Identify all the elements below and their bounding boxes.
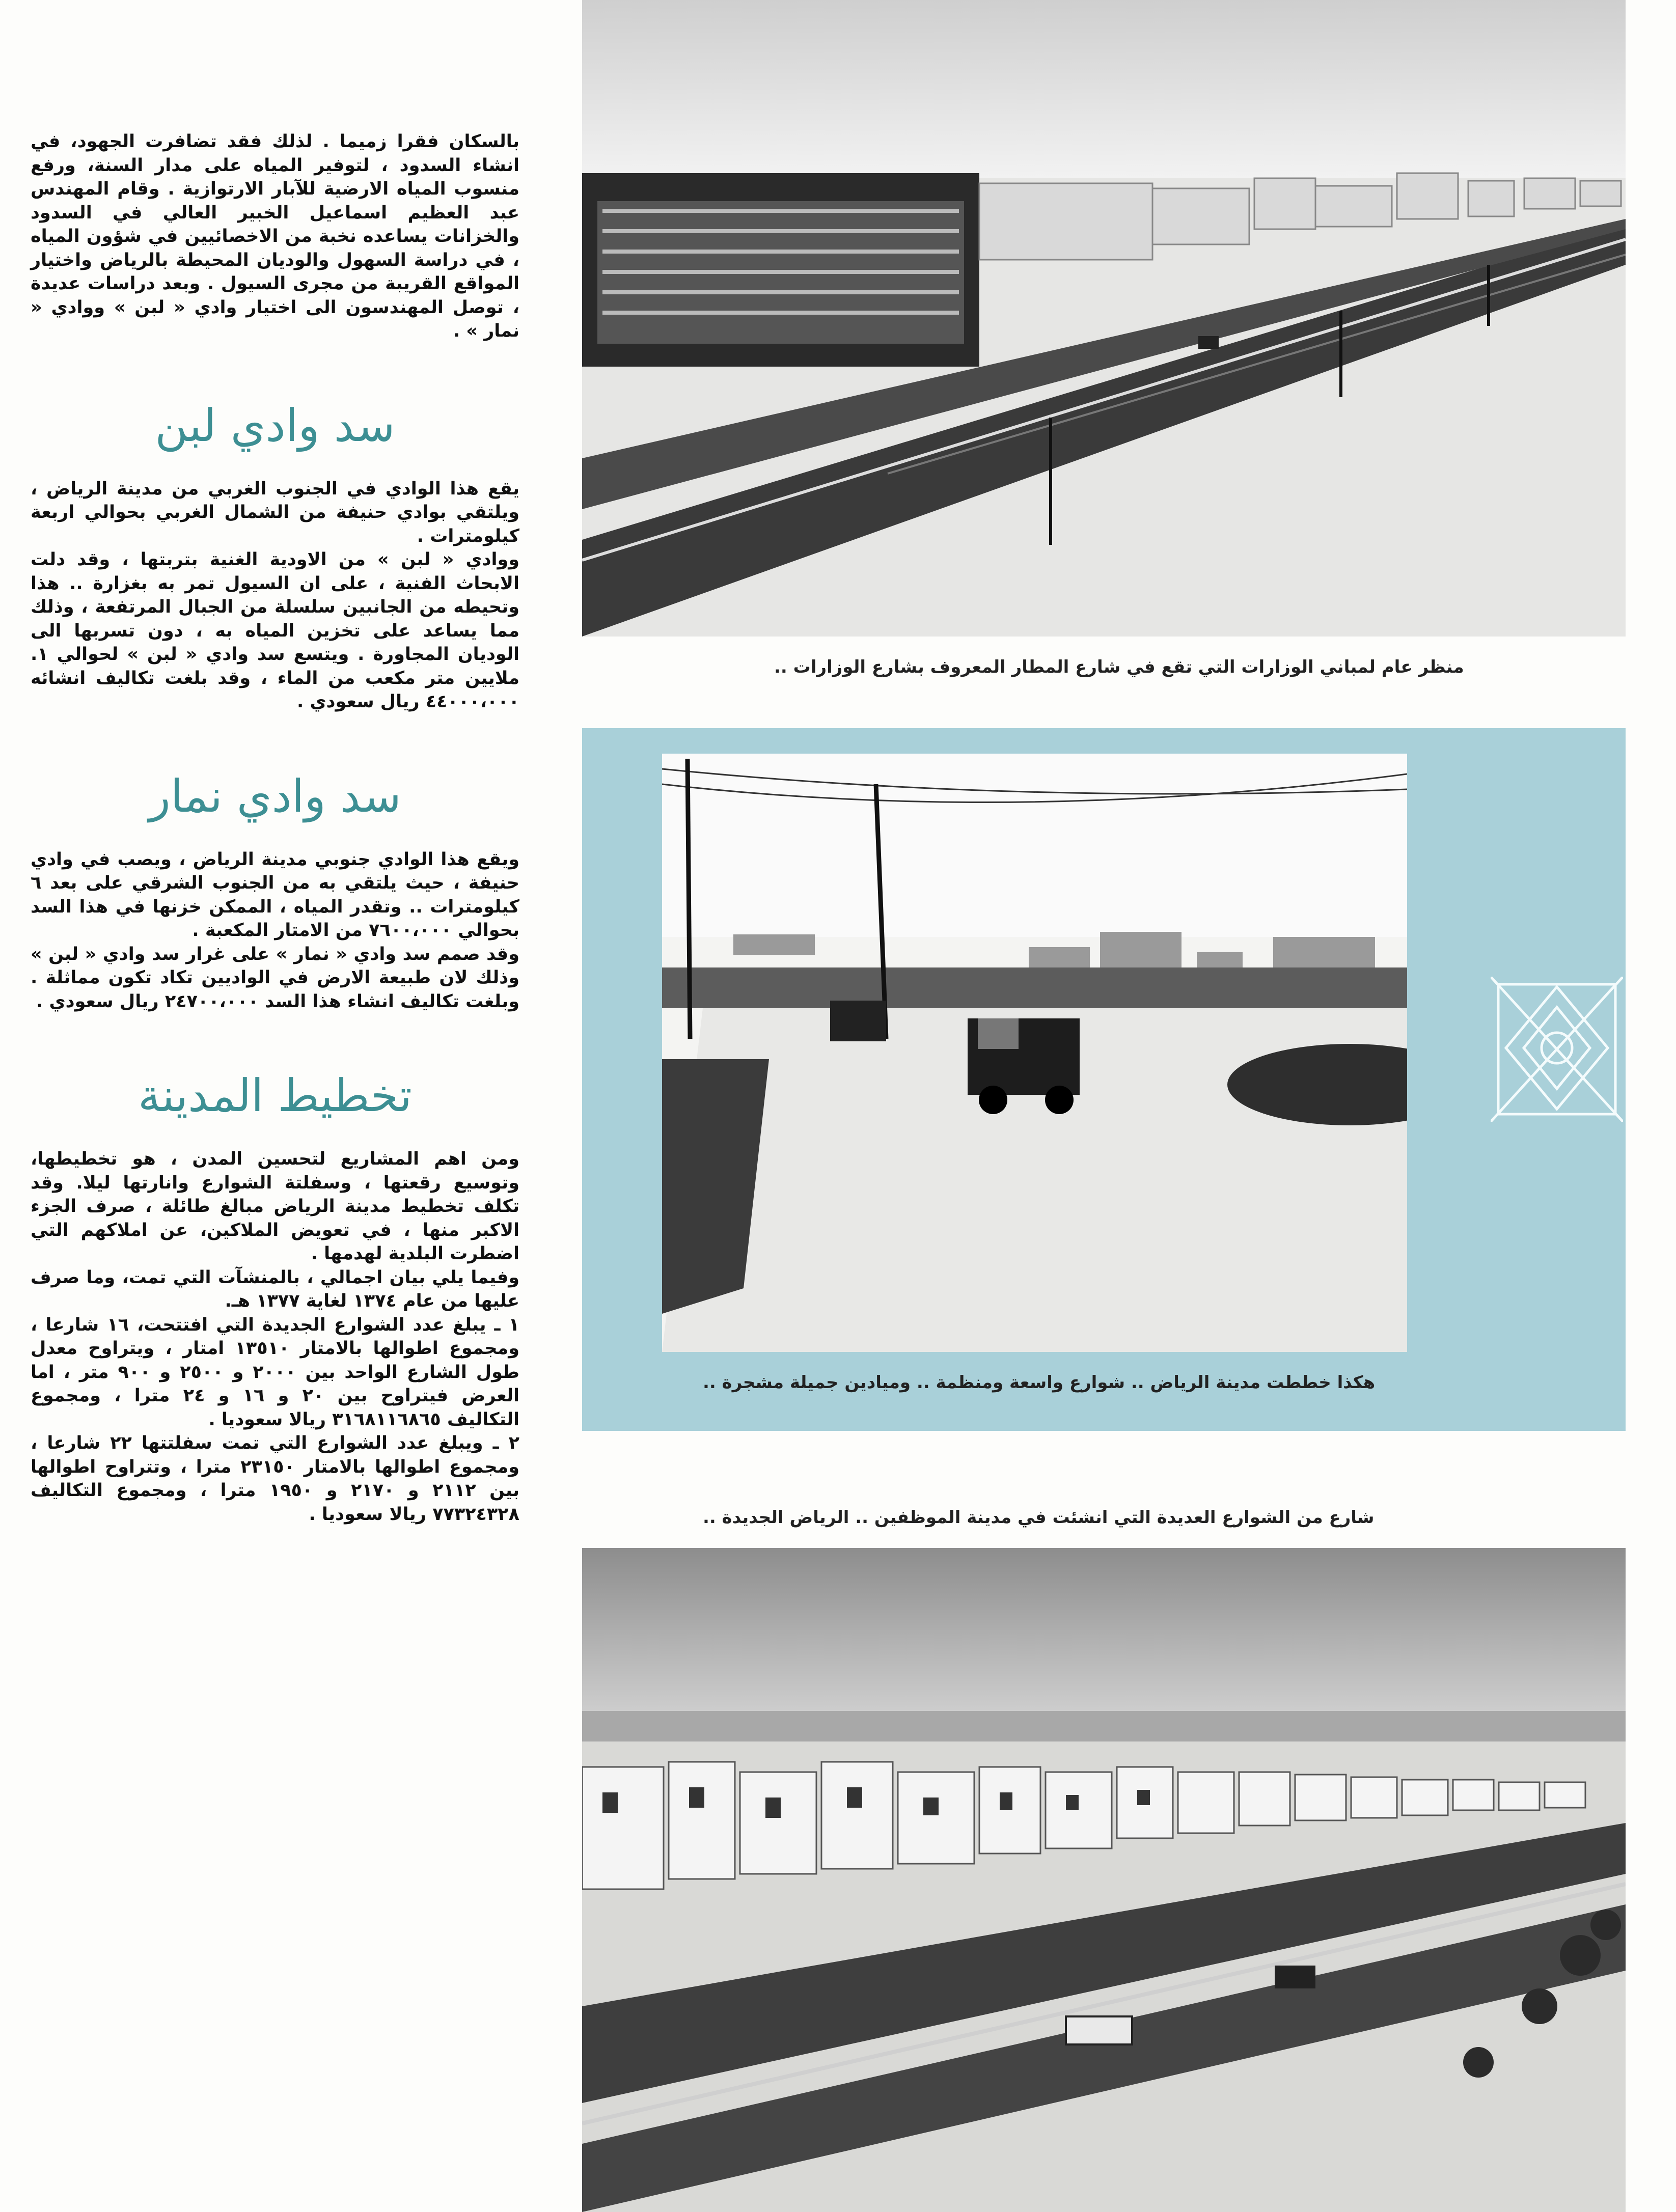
section-paragraph: يقع هذا الوادي في الجنوب الغربي من مدينة الرياض ، ويلتقي بوادي حنيفة من الشمال الغربي بحوالي اربعة كيلومترات . <box>31 478 519 546</box>
caption-top-photo: منظر عام لمباني الوزارات التي تقع في شارع المطار المعروف بشارع الوزارات .. <box>774 657 1464 677</box>
section-paragraph: ووادي « لبن » من الاودية الغنية بتربتها ، وقد دلت الابحاث الفنية ، على ان السيول تمر به بغزارة .. هذا وتحيطه من الجانبين سلسلة من الجبال المرتفعة ، وذلك مما يساعد على تخزين المياه به ، دون تسربها الى الوديان المجاورة . ويتسع سد وادي « لبن » لحوالي ١. ملايين متر مكعب من الماء ، وقد بلغت تكاليف انشائه ٤٤٠٠٠،٠٠٠ ريال سعودي . <box>31 549 519 712</box>
section-paragraph: ويقع هذا الوادي جنوبي مدينة الرياض ، ويصب في وادي حنيفة ، حيث يلتقي به من الجنوب الشرقي على بعد ٦ كيلومترات .. وتقدر المياه ، الممكن خزنها في هذا السد بحوالي ٧٦٠٠،٠٠٠ من الامتار المكعبة . <box>31 849 519 941</box>
article-column <box>31 130 519 1526</box>
caption-bottom-photo: شارع من الشوارع العديدة التي انشئت في مدينة الموظفين .. الرياض الجديدة .. <box>703 1507 1375 1528</box>
section-paragraph: ٢ ـ ويبلغ عدد الشوارع التي تمت سفلتتها ٢٢ شارعا ، ومجموع اطوالها بالامتار ٢٣١٥٠ مترا ، وتتراوح اطوالها بين ٢١١٢ و ٢١٧٠ و ١٩٥٠ مترا ، ومجموع التكاليف ٧٧٣٢٤٣٢٨ ريالا سعوديا . <box>31 1433 519 1525</box>
ornament-pattern <box>1491 977 1623 1122</box>
photo-ministries-street <box>582 0 1626 637</box>
intro-paragraph: بالسكان فقرا زميما . لذلك فقد تضافرت الجهود، في انشاء السدود ، لتوفير المياه على مدار السنة، ورفع منسوب المياه الارضية للآبار الارتوازية . وقام المهندس عبد العظيم اسماعيل الخبير العالي في السدود والخزانات يساعده نخبة من الاخصائيين في شؤون المياه ، في دراسة السهول والوديان المحيطة بالرياض واختيار المواقع القريبة من مجرى السيول . وبعد دراسات عديدة ، توصل المهندسون الى اختيار وادي « لبن » ووادي « نمار » . <box>31 131 519 341</box>
caption-middle-photo: هكذا خططت مدينة الرياض .. شوارع واسعة ومنظمة .. وميادين جميلة مشجرة .. <box>703 1372 1376 1393</box>
section-paragraph: وقد صمم سد وادي « نمار » على غرار سد وادي « لبن » وذلك لان طبيعة الارض في الواديين تكاد تكون مماثلة . وبلغت تكاليف انشاء هذا السد ٢٤٧٠٠،٠٠٠ ريال سعودي . <box>31 944 519 1012</box>
section-heading-wadi-nemar: سد وادي نمار <box>149 769 401 822</box>
section-heading-city-planning: تخطيط المدينة <box>138 1069 413 1122</box>
section-paragraph: وفيما يلي بيان اجمالي ، بالمنشآت التي تمت، وما صرف عليها من عام ١٣٧٤ لغاية ١٣٧٧ هـ. <box>31 1267 519 1311</box>
photo-riyadh-roundabout <box>662 754 1407 1352</box>
section-paragraph: ١ ـ يبلغ عدد الشوارع الجديدة التي افتتحت، ١٦ شارعا ، ومجموع اطوالها بالامتار ١٣٥١٠ امتار ، ويتراوح معدل طول الشارع الواحد بين ٢٠٠٠ و ٢٥٠٠ و ٩٠٠ متر ، اما العرض فيتراوح بين ٢٠ و ١٦ و ٢٤ مترا ، ومجموع التكاليف ٣١٦٨١١٦٨٦٥ ريالا سعوديا . <box>31 1314 519 1430</box>
photo-new-riyadh-street <box>582 1548 1626 2212</box>
section-heading-wadi-laban: سد وادي لبن <box>155 399 395 452</box>
section-paragraph: ومن اهم المشاريع لتحسين المدن ، هو تخطيطها، وتوسيع رقعتها ، وسفلتة الشوارع وانارتها ليلا. وقد تكلف تخطيط مدينة الرياض مبالغ طائلة ، صرف الجزء الاكبر منها ، في تعويض الملاكين، عن املاكهم التي اضطرت البلدية لهدمها . <box>31 1149 519 1264</box>
